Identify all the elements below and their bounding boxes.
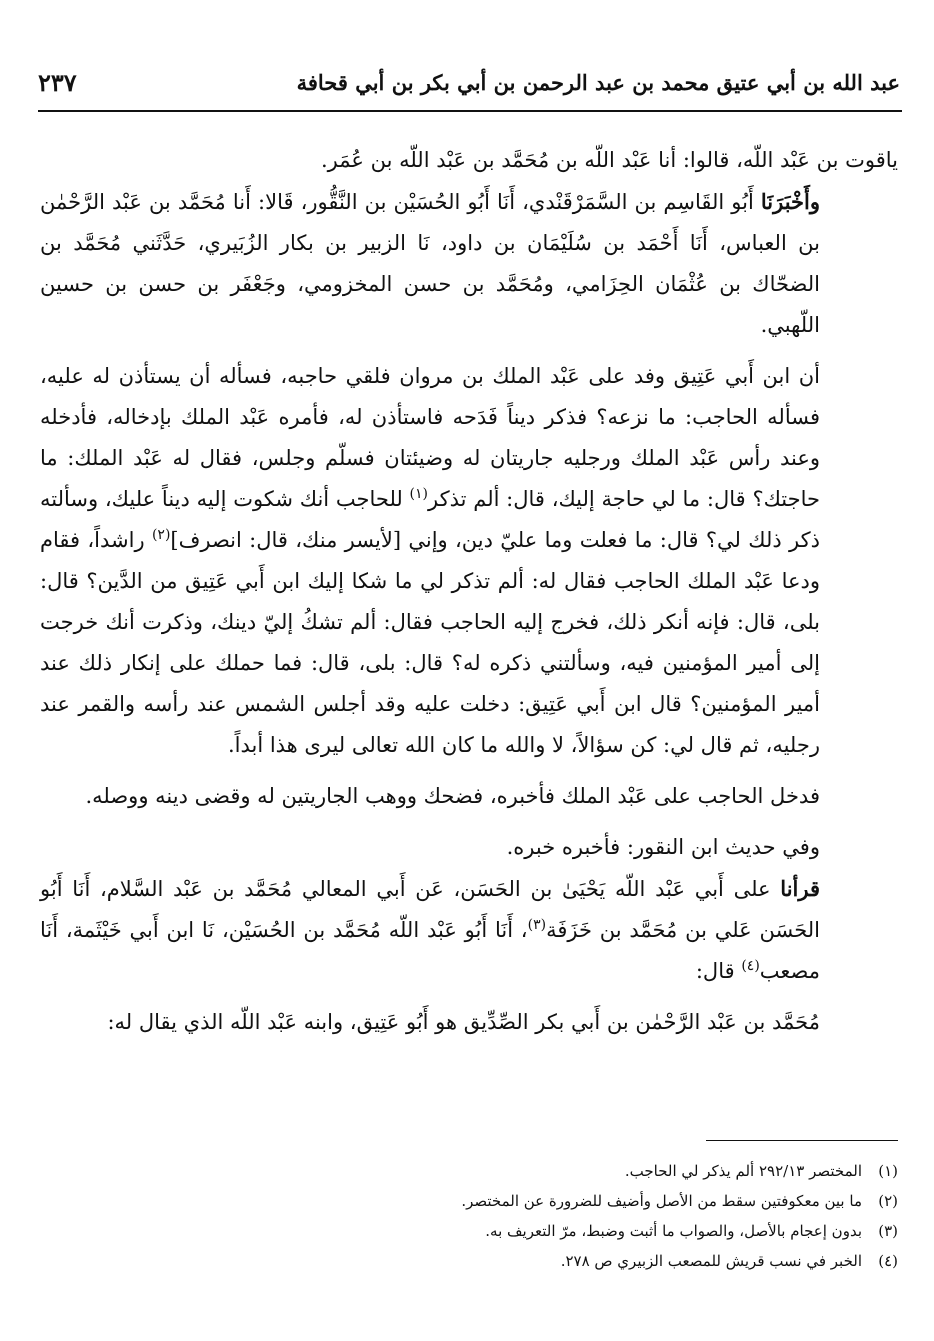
paragraph-2 bbox=[40, 181, 898, 346]
running-header bbox=[38, 66, 900, 106]
main-text bbox=[40, 140, 898, 1043]
paragraph-5 bbox=[40, 827, 898, 868]
footnote-text: بدون إعجام بالأصل، والصواب ما أثبت وضبط، مرّ التعريف به. bbox=[485, 1222, 862, 1240]
paragraph-4-text: فدخل الحاجب على عَبْد الملك فأخبره، فضحك ووهب الجاريتين له وقضى دينه ووصله. bbox=[85, 784, 820, 808]
paragraph-6-text-b: ، أَنَا أَبُو عَبْد اللّه مُحَمَّد بن الحُسَيْن، نَا ابن أَبي خَيْثَمة، أَنَا مصعب bbox=[40, 918, 820, 983]
footnote bbox=[40, 1216, 898, 1246]
paragraph-3-text-a: أن ابن أَبي عَتِيق وفد على عَبْد الملك بن مروان فلقي حاجبه، فسأله أن يستأذن له عليه، فسأله الحاجب: ما نزعه؟ فذكر ديناً فَدَحه فاستأذن له، فأمره عَبْد الملك بإدخاله، فأدخله وعند رأس عَبْد الملك ورجليه جاريتان له وضيئتان فسلّم وجلس، فقال له عَبْد الملك: ما حاجتك؟ قال: ما لي حاجة إليك، قال: ألم تذكر bbox=[40, 364, 820, 511]
footnote-number: (١) bbox=[878, 1162, 898, 1180]
paragraph-4 bbox=[40, 776, 898, 817]
paragraph-5-text: وفي حديث ابن النقور: فأخبره خبره. bbox=[506, 835, 820, 859]
header-title: عبد الله بن أبي عتيق محمد بن عبد الرحمن بن أبي بكر بن أبي قحافة bbox=[296, 70, 900, 95]
footnote-marker-2: (٢) bbox=[151, 527, 171, 543]
paragraph-6-text-a: على أَبي عَبْد اللّه يَحْيَىٰ بن الحَسَن، عَن أَبي المعالي مُحَمَّد بن عَبْد السَّلام، أَنَا أَبُو الحَسَن عَلي بن مُحَمَّد بن خَزَفَة bbox=[40, 877, 820, 942]
footnote-marker-3: (٣) bbox=[527, 917, 547, 933]
header-divider bbox=[38, 110, 902, 112]
paragraph-7 bbox=[40, 1002, 898, 1043]
paragraph-1 bbox=[40, 140, 898, 181]
footnote bbox=[40, 1156, 898, 1186]
footnote-number: (٢) bbox=[878, 1192, 898, 1210]
footnote bbox=[40, 1186, 898, 1216]
paragraph-1-text: ياقوت بن عَبْد اللّه، قالوا: أنا عَبْد اللّه بن مُحَمَّد بن عَبْد اللّه بن عُمَر. bbox=[320, 148, 898, 172]
page-number: ٢٣٧ bbox=[38, 68, 77, 97]
footnote-text: الخبر في نسب قريش للمصعب الزبيري ص ٢٧٨. bbox=[560, 1252, 862, 1270]
paragraph-3-text-c: راشداً، فقام ودعا عَبْد الملك الحاجب فقال له: ألم تذكر لي ما شكا إليك ابن أَبي عَتِيق من الدَّين؟ قال: بلى، قال: فإنه أنكر ذلك، فخرج إليه الحاجب فقال: ألم تشكُ إليّ دينك، وذكرت أنك خرجت إلى أمير المؤمنين فيه، وسألتني ذكره له؟ قال: بلى، قال: فما حملك على إنكار ذلك عند أمير المؤمنين؟ قال ابن أَبي عَتِيق: دخلت عليه وقد أجلس الشمس عند رأسه والقمر عند رجليه، ثم قال لي: كن سؤالاً، لا والله ما كان الله تعالى ليرى هذا أبداً. bbox=[40, 528, 821, 757]
paragraph-3 bbox=[40, 356, 898, 766]
footnote-divider bbox=[706, 1140, 898, 1141]
paragraph-7-text: مُحَمَّد بن عَبْد الرَّحْمٰن بن أَبي بكر الصِّدِّيق هو أَبُو عَتِيق، وابنه عَبْد اللّه الذي يقال له: bbox=[107, 1010, 820, 1034]
paragraph-3-text-b: للحاجب أنك شكوت إليه ديناً عليك، وسألته ذكر ذلك لي؟ قال: ما فعلت وما عليّ دين، وإني [لأيسر منك، قال: انصرف] bbox=[40, 487, 820, 552]
footnote-number: (٣) bbox=[878, 1222, 898, 1240]
paragraph-6 bbox=[40, 868, 898, 992]
footnote-text: ما بين معكوفتين سقط من الأصل وأضيف للضرورة عن المختصر. bbox=[461, 1192, 862, 1210]
footnotes bbox=[40, 1156, 898, 1276]
paragraph-2-lead: وأَخْبَرَنَا bbox=[760, 189, 820, 214]
paragraph-6-lead: قرأنا bbox=[780, 876, 820, 901]
footnote-text: المختصر ٢٩٢/١٣ ألم يذكر لي الحاجب. bbox=[624, 1162, 862, 1180]
footnote-number: (٤) bbox=[878, 1252, 898, 1270]
footnote-marker-1: (١) bbox=[409, 486, 429, 502]
footnote bbox=[40, 1246, 898, 1276]
paragraph-2-text: أَبُو القَاسِم بن السَّمَرْقَنْدي، أَنَا أَبُو الحُسَيْن بن النَّقُّور، قَالا: أَنا مُحَمَّد بن عَبْد الرَّحْمٰن بن العباس، أَنَا أَحْمَد بن سُلَيْمَان بن داود، نَا الزبير بن بكار الزُبَيري، حَدَّثَني مُحَمَّد بن الضحّاك بن عُثْمَان الحِزَامي، ومُحَمَّد بن حسن المخزومي، وجَعْفَر بن حسن بن حسين اللّهبي. bbox=[40, 190, 820, 337]
paragraph-6-text-c: قال: bbox=[695, 959, 742, 983]
footnote-marker-4: (٤) bbox=[741, 958, 760, 974]
